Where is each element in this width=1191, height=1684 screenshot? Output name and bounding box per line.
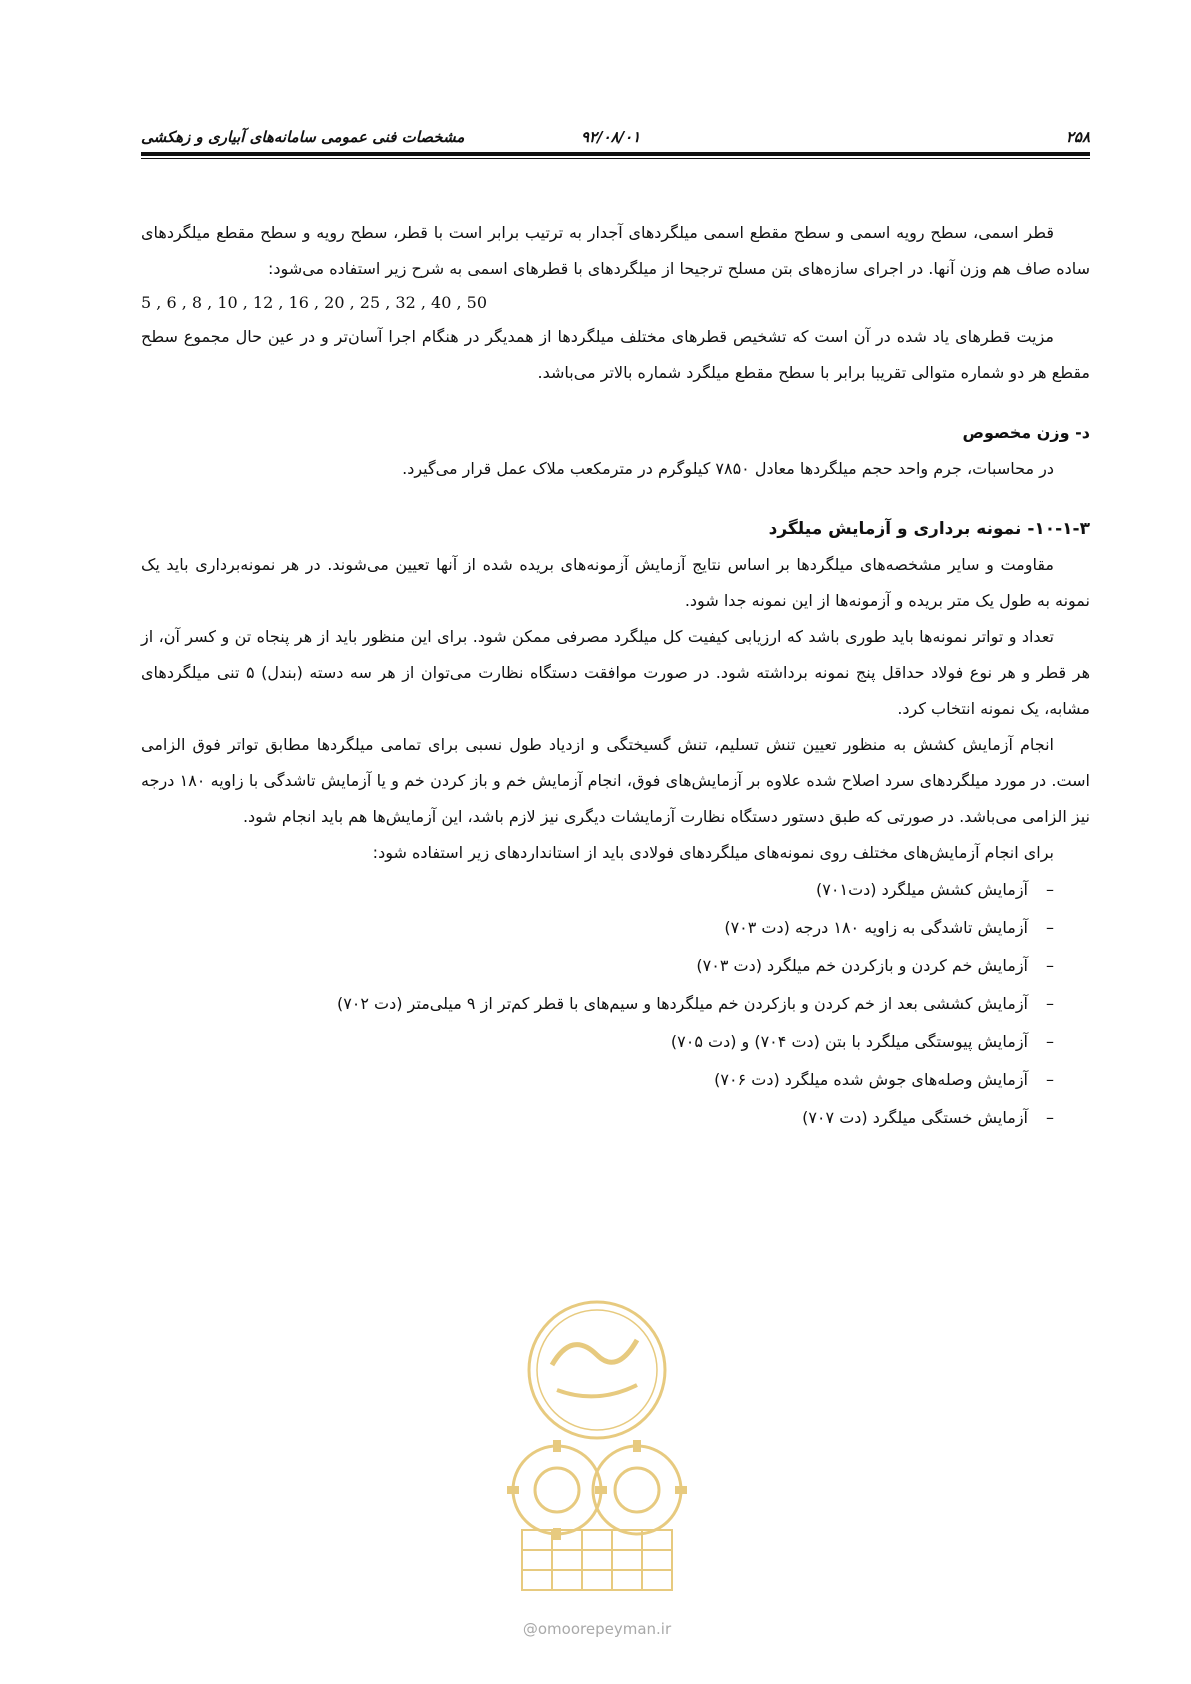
- diameter-list: 5 , 6 , 8 , 10 , 12 , 16 , 20 , 25 , 32 , 40 , 50: [141, 293, 487, 312]
- page-header: [141, 126, 1090, 160]
- list-marker: –: [1046, 994, 1054, 1013]
- header-rule-thin: [141, 158, 1090, 159]
- list-item: –آزمایش کششی بعد از خم کردن و بازکردن خم میلگردها و سیم‌های با قطر کم‌تر از ۹ میلی‌متر (دت ۷۰۲): [141, 985, 1054, 1023]
- header-rule-thick: [141, 152, 1090, 156]
- paragraph-diameter-advantage: مزیت قطرهای یاد شده در آن است که تشخیص قطرهای مختلف میلگردها از همدیگر در هنگام اجرا آسان‌تر و در عین حال مجموع سطح مقطع هر دو شماره متوالی تقریبا برابر با سطح مقطع میلگرد شماره بالاتر می‌باشد.: [141, 327, 1090, 382]
- paragraph-sample-frequency: تعداد و تواتر نمونه‌ها باید طوری باشد که ارزیابی کیفیت کل میلگرد مصرفی ممکن شود. برای این منظور باید از هر پنجاه تن و کسر آن، از هر قطر و هر نوع فولاد حداقل پنج نمونه برداشته شود. در صورت موافقت دستگاه نظارت می‌توان از هر سه دسته (بندل) ۵ تنی میلگردهای مشابه، یک نمونه انتخاب کرد.: [141, 627, 1091, 718]
- paragraph-strength: مقاومت و سایر مشخصه‌های میلگردها بر اساس نتایج آزمایش آزمونه‌های بریده شده از آنها تعیین می‌شوند. در هر نمونه‌برداری باید یک نمونه به طول یک متر بریده و آزمونه‌ها از این نمونه جدا شود.: [141, 555, 1090, 610]
- list-marker: –: [1046, 1032, 1054, 1051]
- list-item: –آزمایش خم کردن و بازکردن خم میلگرد (دت ۷۰۳): [141, 947, 1054, 985]
- list-item: –آزمایش کشش میلگرد (دت۷۰۱): [141, 871, 1054, 909]
- list-item: –آزمایش خستگی میلگرد (دت ۷۰۷): [141, 1099, 1054, 1137]
- header-title: مشخصات فنی عمومی سامانه‌های آبیاری و زهکشی: [141, 128, 465, 146]
- document-body: [141, 215, 1090, 1137]
- list-marker: –: [1046, 1070, 1054, 1089]
- watermark-seal-icon: [462, 1290, 732, 1600]
- list-marker: –: [1046, 918, 1054, 937]
- list-item: –آزمایش پیوستگی میلگرد با بتن (دت ۷۰۴) و (دت ۷۰۵): [141, 1023, 1054, 1061]
- list-item: –آزمایش وصله‌های جوش شده میلگرد (دت ۷۰۶): [141, 1061, 1054, 1099]
- paragraph-density: در محاسبات، جرم واحد حجم میلگردها معادل ۷۸۵۰ کیلوگرم در مترمکعب ملاک عمل قرار می‌گیرد.: [402, 459, 1054, 478]
- section-heading-sampling: ۱۰-۱-۳- نمونه برداری و آزمایش میلگرد: [768, 519, 1090, 539]
- paragraph-standards-intro: برای انجام آزمایش‌های مختلف روی نمونه‌های میلگردهای فولادی باید از استانداردهای زیر استفاده شود:: [372, 843, 1054, 862]
- page-number: ۲۵۸: [1065, 128, 1090, 146]
- watermark-site: @omoorepeyman.ir: [522, 1620, 672, 1638]
- paragraph-nominal-diameter: قطر اسمی، سطح رویه اسمی و سطح مقطع اسمی میلگردهای آجدار به ترتیب برابر است با قطر، سطح رویه و سطح مقطع میلگردهای ساده صاف هم وزن آنها. در اجرای سازه‌های بتن مسلح ترجیحا از میلگردهای با قطرهای اسمی به شرح زیر استفاده می‌شود:: [141, 223, 1090, 278]
- paragraph-tension-test: انجام آزمایش کشش به منظور تعیین تنش تسلیم، تنش گسیختگی و ازدیاد طول نسبی برای تمامی میلگردها مطابق تواتر فوق الزامی است. در مورد میلگردهای سرد اصلاح شده علاوه بر آزمایش‌های فوق، انجام آزمایش خم و باز کردن خم و یا آزمایش تاشدگی با زاویه ۱۸۰ درجه نیز الزامی می‌باشد. در صورتی که طبق دستور دستگاه نظارت آزمایشات دیگری نیز لازم باشد، این آزمایش‌ها هم باید انجام شود.: [141, 735, 1091, 826]
- list-marker: –: [1046, 1108, 1054, 1127]
- list-marker: –: [1046, 956, 1054, 975]
- header-date: ۹۲/۰۸/۰۱: [581, 128, 641, 146]
- list-marker: –: [1046, 880, 1054, 899]
- test-standards-list: [141, 871, 1090, 1137]
- watermark-logo: [462, 1290, 732, 1600]
- heading-specific-weight: د- وزن مخصوص: [962, 423, 1090, 442]
- list-item: –آزمایش تاشدگی به زاویه ۱۸۰ درجه (دت ۷۰۳): [141, 909, 1054, 947]
